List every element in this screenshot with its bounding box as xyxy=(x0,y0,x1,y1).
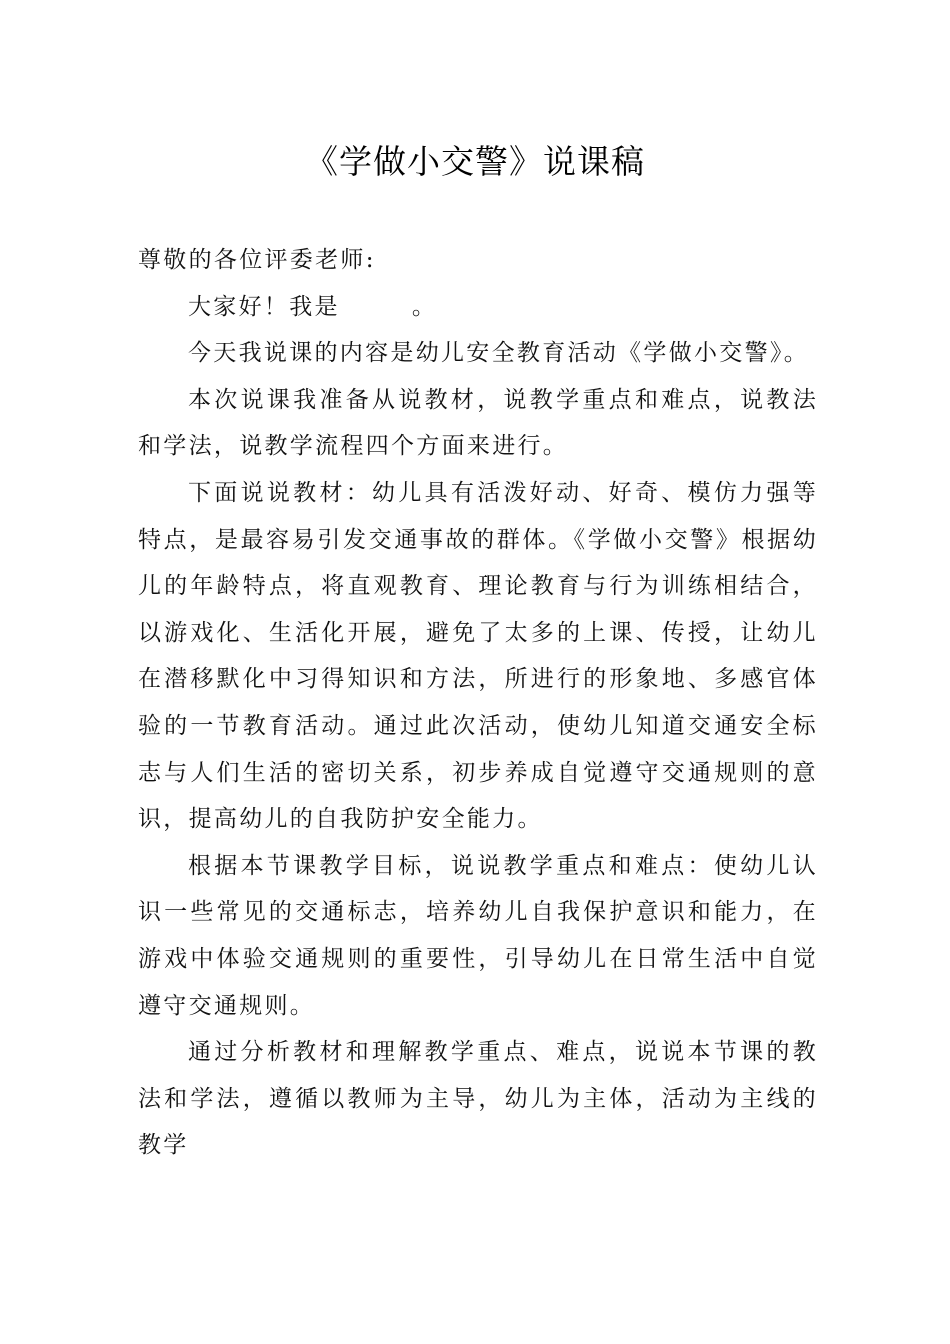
salutation: 尊敬的各位评委老师: xyxy=(138,247,376,273)
document-body xyxy=(138,237,818,1169)
greeting-prefix: 大家好！我是 xyxy=(188,293,340,320)
paragraph-key-points: 根据本节课教学目标，说说教学重点和难点：使幼儿认识一些常见的交通标志，培养幼儿自我保护意识和能力，在游戏中体验交通规则的重要性，引导幼儿在日常生活中自觉遵守交通规则。 xyxy=(138,852,818,1019)
greeting xyxy=(138,284,818,331)
paragraph-materials: 下面说说教材：幼儿具有活泼好动、好奇、模仿力强等特点，是最容易引发交通事故的群体。《学做小交警》根据幼儿的年龄特点，将直观教育、理论教育与行为训练相结合，以游戏化、生活化开展，避免了太多的上课、传授，让幼儿在潜移默化中习得知识和方法，所进行的形象地、多感官体验的一节教育活动。通过此次活动，使幼儿知道交通安全标志与人们生活的密切关系，初步养成自觉遵守交通规则的意识，提高幼儿的自我防护安全能力。 xyxy=(138,479,818,833)
greeting-suffix: 。 xyxy=(411,293,438,320)
document-title: 《学做小交警》说课稿 xyxy=(305,142,645,181)
paragraph-methods: 通过分析教材和理解教学重点、难点，说说本节课的教法和学法，遵循以教师为主导，幼儿为主体，活动为主线的教学 xyxy=(138,1039,818,1159)
paragraph-outline: 本次说课我准备从说教材，说教学重点和难点，说教法和学法，说教学流程四个方面来进行。 xyxy=(138,386,818,460)
paragraph-topic: 今天我说课的内容是幼儿安全教育活动《学做小交警》。 xyxy=(188,340,809,367)
